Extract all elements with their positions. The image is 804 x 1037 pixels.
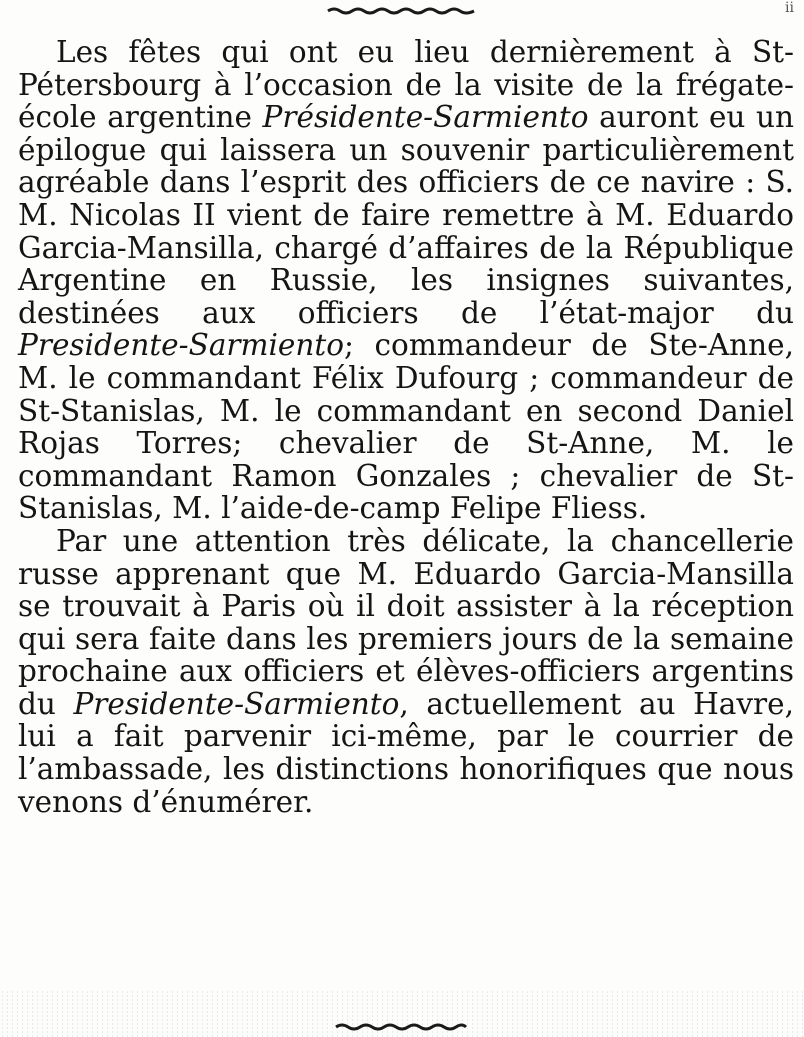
top-ornament-rule (326, 6, 476, 16)
paragraph-2 (18, 525, 794, 818)
bottom-ornament-rule (326, 1022, 476, 1032)
paragraph-1 (18, 36, 794, 525)
ship-name-italic: Présidente-Sarmiento (262, 100, 589, 135)
article-body (18, 36, 794, 818)
text-segment: , actuellement au Havre, lui a fait parvenir ici-même, par le courrier de l’ambassade, les distinctions honorifiques que nous venons d’énumérer. (18, 686, 794, 819)
corner-mark: ii (785, 0, 794, 16)
text-segment: Par une attention très délicate, la chancellerie russe apprenant que M. Eduardo Garcia-Mansilla se trouvait à Paris où il doit assister à la réception qui sera faite dans les premiers jours de la semaine prochaine aux officiers et élèves-officiers argentins du (18, 523, 794, 721)
text-segment: Les fêtes qui ont eu lieu dernièrement à St-Pétersbourg à l’occasion de la visite de la frégate-école argentine (18, 35, 794, 135)
text-segment: ; commandeur de Ste-Anne, M. le commandant Félix Dufourg ; commandeur de St-Stanislas, M. le commandant en second Daniel Rojas Torres; chevalier de St-Anne, M. le commandant Ramon Gonzales ; chevalier de St-Stanislas, M. l’aide-de-camp Felipe Fliess. (18, 328, 794, 526)
ship-name-italic: Presidente-Sarmiento (18, 328, 344, 363)
ship-name-italic: Presidente-Sarmiento (73, 686, 400, 721)
text-segment: auront eu un épilogue qui laissera un souvenir particulièrement agréable dans l’esprit des officiers de ce navire : S. M. Nicolas II vient de faire remettre à M. Eduardo Garcia-Mansilla, chargé d’affaires de la République Argentine en Russie, les insignes suivantes, destinées aux officiers de l’état-major du (18, 100, 794, 330)
